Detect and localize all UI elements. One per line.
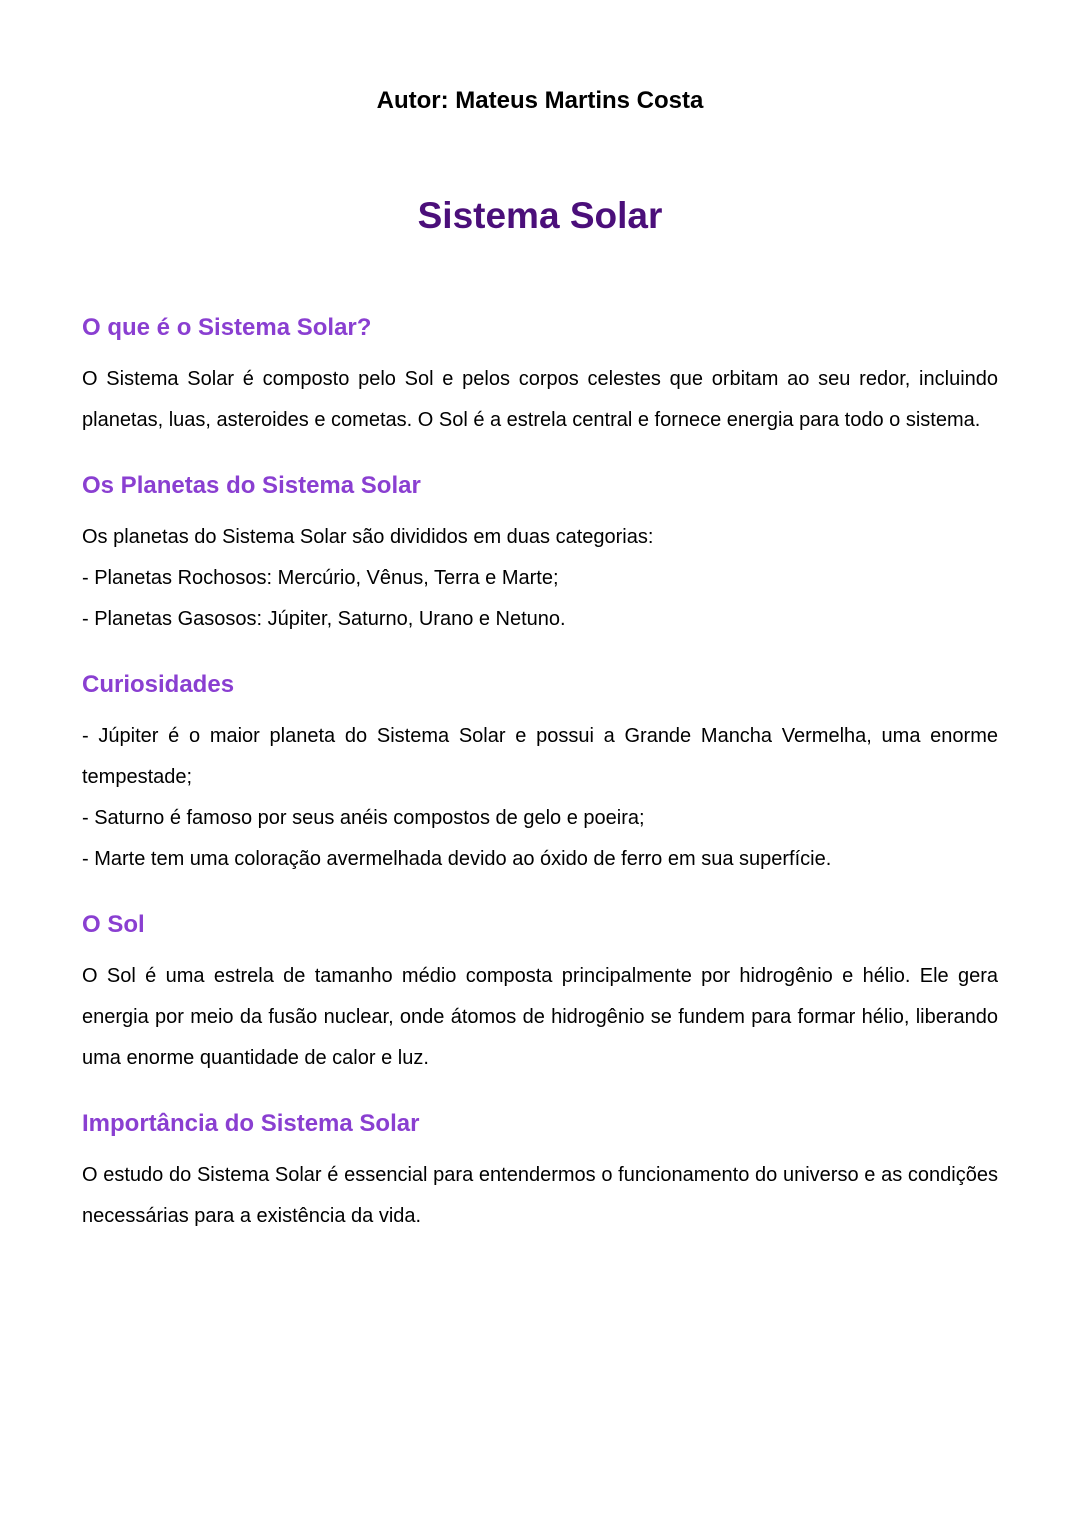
section-planets <box>82 466 998 640</box>
author-line: Autor: Mateus Martins Costa <box>376 87 704 114</box>
list-item: - Saturno é famoso por seus anéis compostos de gelo e poeira; <box>82 807 645 829</box>
document-title: Sistema Solar <box>417 195 663 236</box>
section-heading: O Sol <box>82 911 145 938</box>
list-item: - Planetas Gasosos: Júpiter, Saturno, Urano e Netuno. <box>82 608 566 630</box>
section-heading: Importância do Sistema Solar <box>82 1110 420 1137</box>
paragraph: O estudo do Sistema Solar é essencial para entendermos o funcionamento do universo e as condições necessárias para a existência da vida. <box>82 1164 998 1227</box>
section-importance <box>82 1104 998 1237</box>
paragraph: O Sistema Solar é composto pelo Sol e pelos corpos celestes que orbitam ao seu redor, incluindo planetas, luas, asteroides e cometas. O Sol é a estrela central e fornece energia para todo o sistema. <box>82 368 998 431</box>
document-body <box>82 308 998 1262</box>
section-heading: Curiosidades <box>82 671 235 698</box>
paragraph: O Sol é uma estrela de tamanho médio composta principalmente por hidrogênio e hélio. Ele gera energia por meio da fusão nuclear, onde átomos de hidrogênio se fundem para formar hélio, liberando uma enorme quantidade de calor e luz. <box>82 965 998 1069</box>
section-curiosities <box>82 665 998 880</box>
list-item: - Marte tem uma coloração avermelhada devido ao óxido de ferro em sua superfície. <box>82 848 832 870</box>
section-sun <box>82 905 998 1079</box>
list-item: - Júpiter é o maior planeta do Sistema Solar e possui a Grande Mancha Vermelha, uma enorme tempestade; <box>82 725 998 788</box>
list-item: - Planetas Rochosos: Mercúrio, Vênus, Terra e Marte; <box>82 567 559 589</box>
paragraph: Os planetas do Sistema Solar são divididos em duas categorias: <box>82 526 654 548</box>
section-heading: O que é o Sistema Solar? <box>82 314 372 341</box>
section-what-is <box>82 308 998 441</box>
section-heading: Os Planetas do Sistema Solar <box>82 472 421 499</box>
